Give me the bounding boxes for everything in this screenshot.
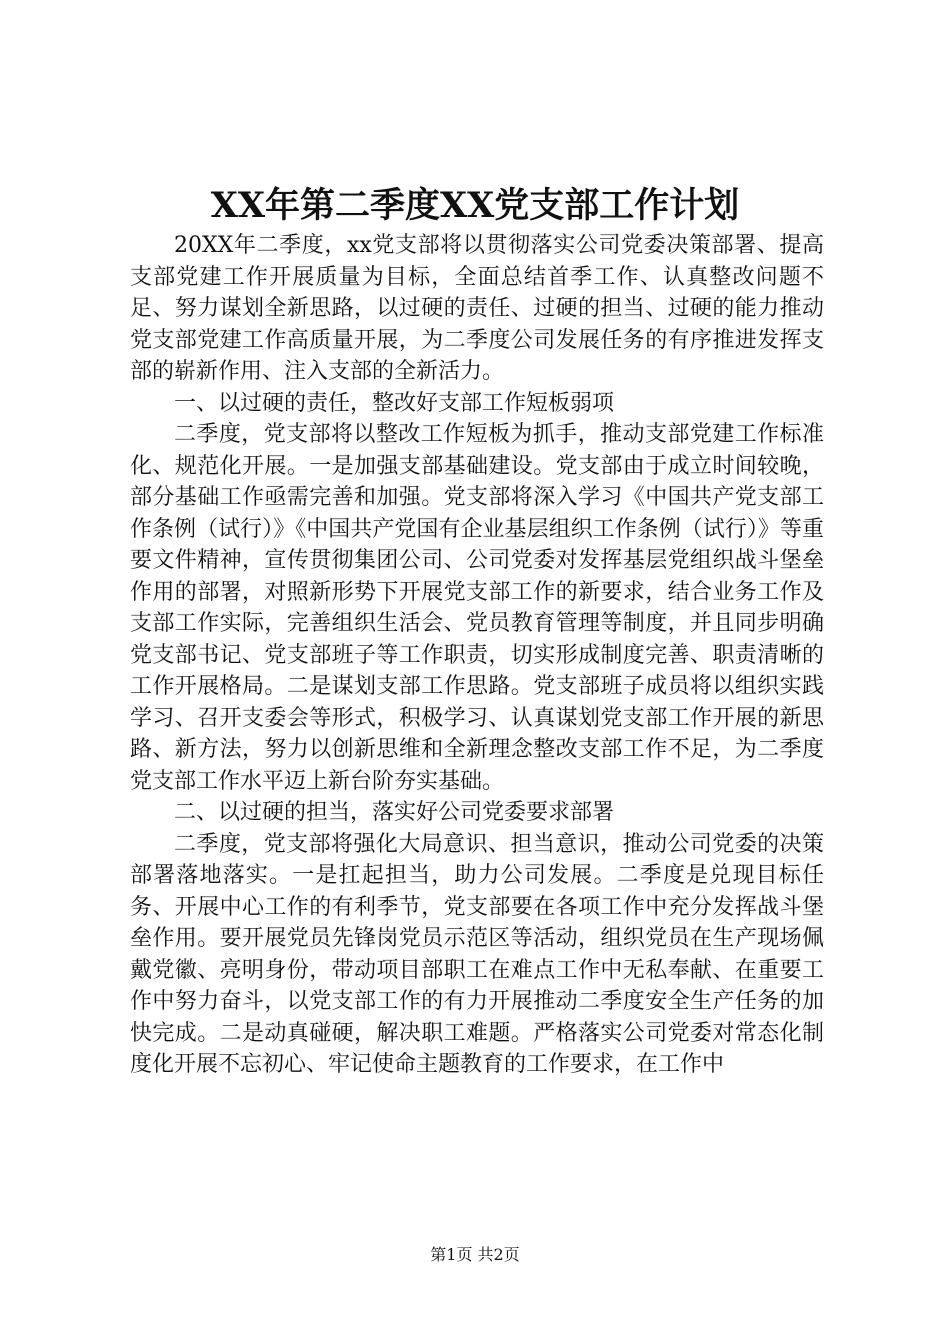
section-heading-2: 二、以过硬的担当，落实好公司党委要求部署 — [174, 800, 615, 825]
paragraph-section-1: 二季度，党支部将以整改工作短板为抓手，推动支部党建工作标准化、规范化开展。一是加强支部基础建设。党支部由于成立时间较晚，部分基础工作亟需完善和加强。党支部将深入学习《中国共产党支部工作条例（试行）》《中国共产党国有企业基层组织工作条例（试行）》等重要文件精神，宣传贯彻集团公司、公司党委对发挥基层党组织战斗堡垒作用的部署，对照新形势下开展党支部工作的新要求，结合业务工作及支部工作实际，完善组织生活会、党员教育管理等制度，并且同步明确党支部书记、党支部班子等工作职责，切实形成制度完善、职责清晰的工作开展格局。二是谋划支部工作思路。党支部班子成员将以组织实践学习、召开支委会等形式，积极学习、认真谋划党支部工作开展的新思路、新方法，努力以创新思维和全新理念整改支部工作不足，为二季度党支部工作水平迈上新台阶夯实基础。 — [130, 422, 824, 794]
paragraph-section-2: 二季度，党支部将强化大局意识、担当意识，推动公司党委的决策部署落地落实。一是扛起担当，助力公司发展。二季度是兑现目标任务、开展中心工作的有利季节，党支部要在各项工作中充分发挥战斗堡垒作用。要开展党员先锋岗党员示范区等活动，组织党员在生产现场佩戴党徽、亮明身份，带动项目部职工在难点工作中无私奉献、在重要工作中努力奋斗，以党支部工作的有力开展推动二季度安全生产任务的加快完成。二是动真碰硬，解决职工难题。严格落实公司党委对常态化制度化开展不忘初心、牢记使命主题教育的工作要求，在工作中 — [130, 831, 824, 1077]
page-footer: 第1页 共2页 — [430, 1245, 520, 1264]
document-body — [130, 230, 824, 1081]
section-heading-1: 一、以过硬的责任，整改好支部工作短板弱项 — [174, 390, 615, 416]
paragraph-intro: 20XX年二季度，xx党支部将以贯彻落实公司党委决策部署、提高支部党建工作开展质量为目标，全面总结首季工作、认真整改问题不足、努力谋划全新思路，以过硬的责任、过硬的担当、过硬的能力推动党支部党建工作高质量开展，为二季度公司发展任务的有序推进发挥支部的崭新作用、注入支部的全新活力。 — [130, 233, 824, 384]
document-title: XX年第二季度XX党支部工作计划 — [210, 185, 740, 226]
